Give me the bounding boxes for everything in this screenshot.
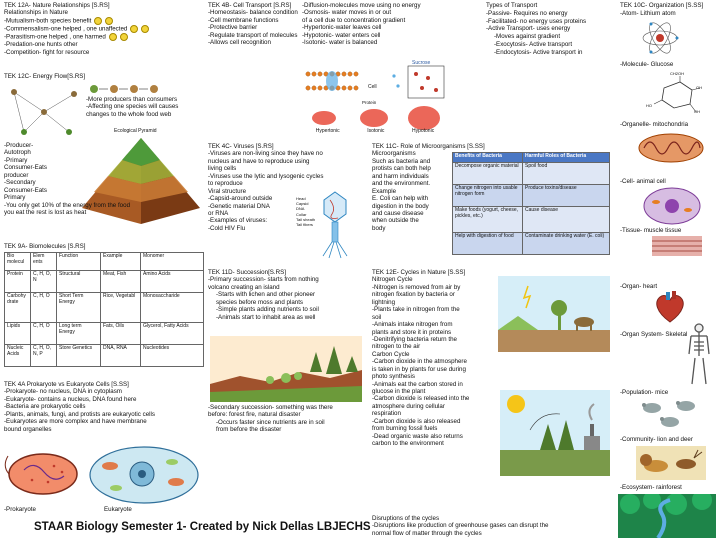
skeleton-illustration <box>686 322 712 386</box>
footer-title: STAAR Biology Semester 1- Created by Nick Dellas LBJECHS <box>34 521 371 533</box>
line: -Parasitism-one helped , one harmed <box>4 33 204 41</box>
teks-9a-title: TEK 9A- Biomolecules [S.RS] <box>4 243 86 250</box>
level-cell: -Cell- animal cell <box>620 178 666 185</box>
smiley-icon <box>130 25 138 33</box>
glucose-label-ch2oh: CH2OH <box>670 71 685 76</box>
level-population: -Population- mice <box>620 389 669 396</box>
table-row: Help with digestion of food Contaminate drinking water (E. coli) <box>453 233 610 255</box>
prokaryote-cell-illustration <box>4 446 82 502</box>
smiley-icon <box>109 33 117 41</box>
teks-4b-title: TEK 4B- Cell Transport [S.RS] <box>208 2 292 9</box>
food-chain-diagram <box>88 82 160 96</box>
lithium-atom-illustration <box>640 20 680 56</box>
table-row: Lipids C, H, O Long term Energy Fats, Oils Glycerol, Fatty Acids <box>5 323 204 345</box>
teks-12a-title: TEK 12A- Nature Relationships [S.RS] <box>4 2 110 9</box>
carbon-cycle-illustration <box>500 390 610 476</box>
teks-12e-block: TEK 12E- Cycles in Nature [S.SS] Nitrogen Cycle -Nitrogen is removed from air by nitrogen fixation by bacteria or lightning -Plants take in nitrogen from the soil -Animals intake nitrogen from plants and store it in proteins -Denitrifying bacteria return the nitrogen to the air Carbon Cycle -Carbon dioxide in the atmosphere is taken in by plants for use during photo synthesis -Animals eat the carbon stored in glucose in the plant -Carbon dioxide is released into the atmosphere during cellular respiration -Carbon dioxide is also released from burning fossil fuels -Dead organic waste also returns carbon to the environment <box>372 269 470 448</box>
membrane-diagram <box>302 62 368 100</box>
table-header-row: Bio molecul Elem ents Function Example Monomer <box>5 253 204 271</box>
table-row: Carbohy drate C, H, O Short Term Energy Rice, Vegetabl Monosaccharide <box>5 293 204 323</box>
level-organ: -Organ- heart <box>620 283 658 290</box>
teks-4c-title: TEK 4C- Viruses [S.RS] <box>208 143 274 150</box>
table-row: Nucleic Acids C, H, O, N, P Store Genetics DNA, RNA Nucleotides <box>5 345 204 367</box>
lion-deer-illustration <box>636 446 706 480</box>
sucrose-diagram <box>388 64 446 100</box>
animal-cell-illustration <box>642 186 702 226</box>
transport-block: -Diffusion-molecules move using no energy -Osmosis- water moves in or out of a cell due to concentration gradient -Hypertonic-water leaves cell -Hypotonic- water enters cell -Isotonic- water is balanced <box>302 2 421 47</box>
neutral-face-icon <box>141 25 149 33</box>
tonicity-labels: Hypertonic Isotonic Hypotonic <box>315 128 435 134</box>
biomolecule-table <box>4 252 204 367</box>
table-row: Change nitrogen into usable nitrogen form Produce toxins/disease <box>453 185 610 207</box>
teks-11d-block: TEK 11D- Succession[S.RS] -Primary succession- starts from nothing volcano creating an island -Starts with lichen and other pioneer species before moss and plants -Simple plants adding nutrients to soil -Animals start to inhabit area as well <box>208 269 319 321</box>
smiley-icon <box>105 17 113 25</box>
table-row: Protein C, H, O, N Structural Meat, Fish Amino Acids <box>5 271 204 293</box>
cell-label: Cell <box>368 84 377 90</box>
level-molecule: -Molecule- Glucose <box>620 61 674 68</box>
level-community: -Community- lion and deer <box>620 436 693 443</box>
line: -Predation-one hunts other <box>4 41 78 49</box>
table-header-row: Benefits of Bacteria Harmful Roles of Bacteria <box>453 153 610 163</box>
table-row: Decompose organic material Spoil food <box>453 163 610 185</box>
food-web-diagram <box>4 82 84 142</box>
level-ecosystem: -Ecosystem- rainforest <box>620 484 682 491</box>
line: Relationships in Nature <box>4 9 68 17</box>
teks-10c-title: TEK 10C- Organization [S.SS] <box>620 2 704 9</box>
level-organelle: -Organelle- mitochondria <box>620 121 689 128</box>
teks-12a-block <box>4 2 204 56</box>
secondary-succession-block: -Secondary succession- something was there before: forest fire, natural disaster -Occurs faster since nutrients are in soil from before the disaster <box>208 404 333 434</box>
line: -Commensalism-one helped , one unaffected <box>4 25 204 33</box>
teks-12c-title: TEK 12C- Energy Flow[S.RS] <box>4 73 86 80</box>
cycle-disruptions-block: Disruptions of the cycles -Disruptions like production of greenhouse gases can disrupt the normal flow of matter through the cycles <box>372 515 549 537</box>
rainforest-illustration <box>618 494 716 538</box>
line: -Mutualism-both species benefit <box>4 17 204 25</box>
teks-11c-block: TEK 11C- Role of Microorganisms [S.SS] Microorganisms Such as bacteria and protists can both help and harm individuals and the environment. Example E. Coli can help with digestion in the body and cause disease when outside the body <box>372 143 485 232</box>
smiley-icon <box>94 17 102 25</box>
heart-illustration <box>652 290 688 326</box>
primary-succession-illustration <box>210 336 362 402</box>
bacteria-roles-table <box>452 152 610 255</box>
sad-face-icon <box>120 33 128 41</box>
mitochondria-illustration <box>636 130 706 166</box>
glucose-label-oh2: OH <box>694 109 700 114</box>
teks-4c-block: TEK 4C- Viruses [S.RS] -Viruses are non-living since they have no nucleus and have to reproduce using living cells -Viruses use the lytic and lysogenic cycles to reproduce Viral structure -Capsid-around outside -Genetic material DNA or RNA -Examples of viruses: -Cold HIV Flu <box>208 143 324 232</box>
phage-labels: Head Capsid DNA Collar Tail sheath Tail fibers <box>296 196 316 227</box>
level-organ-system: -Organ System- Skeletal <box>620 331 688 338</box>
teks-11d-title: TEK 11D- Succession[S.RS] <box>208 269 286 276</box>
table-row: Make foods (yogurt, cheese, pickles, etc.) Cause disease <box>453 207 610 233</box>
muscle-tissue-illustration <box>652 236 702 256</box>
protein-label: Protein <box>362 100 377 105</box>
teks-4a-block: TEK 4A Prokaryote vs Eukaryote Cells [S.SS] -Prokaryote- no nucleus, DNA in cytoplasm -Eukaryote- contains a nucleus, DNA found here -Bacteria are prokaryotic cells -Plants, animals, fungi, and protists are eukaryotic cells -Eukaryotes are more complex and have membrane bound organelles <box>4 381 155 433</box>
level-tissue: -Tissue- muscle tissue <box>620 227 682 234</box>
prokaryote-label: -Prokaryote <box>4 506 36 513</box>
teks-11c-title: TEK 11C- Role of Microorganisms [S.SS] <box>372 143 485 150</box>
teks-12c-note: -More producers than consumers -Affecting one species will causes changes to the whole food web <box>86 96 179 118</box>
bacteriophage-diagram <box>320 190 350 260</box>
glucose-label-oh1: OH <box>696 85 702 90</box>
sucrose-label: Sucrose <box>412 60 431 66</box>
teks-12e-title: TEK 12E- Cycles in Nature [S.SS] <box>372 269 466 276</box>
teks-4a-title: TEK 4A Prokaryote vs Eukaryote Cells [S.SS] <box>4 381 129 388</box>
transport-types-block: Types of Transport -Passive- Requires no energy -Facilitated- no energy uses proteins -Active Transport- uses energy -Moves against gradient -Exocytosis- Active transport -Endocytosis- Active transport in <box>486 2 587 56</box>
eukaryote-label: Eukaryote <box>104 506 132 513</box>
teks-12c-levels: -Producer- Autotroph -Primary Consumer-Eats producer -Secondary Consumer-Eats Primary -You only get 10% of the energy from the food you eat the rest is lost as heat <box>4 142 131 216</box>
nitrogen-cycle-illustration <box>498 276 610 352</box>
mice-illustration <box>640 398 702 430</box>
eukaryote-cell-illustration <box>86 444 202 506</box>
line: -Competition- fight for resource <box>4 48 90 56</box>
level-atom: -Atom- Lithium atom <box>620 10 676 17</box>
glucose-label-ho: HO <box>646 103 652 108</box>
teks-4b-block: TEK 4B- Cell Transport [S.RS] -Homeostasis- balance condition -Cell membrane functions -Protective barrier -Regulate transport of molecules -Allows cell recognition <box>208 2 298 47</box>
pyramid-label: Ecological Pyramid <box>114 128 157 134</box>
